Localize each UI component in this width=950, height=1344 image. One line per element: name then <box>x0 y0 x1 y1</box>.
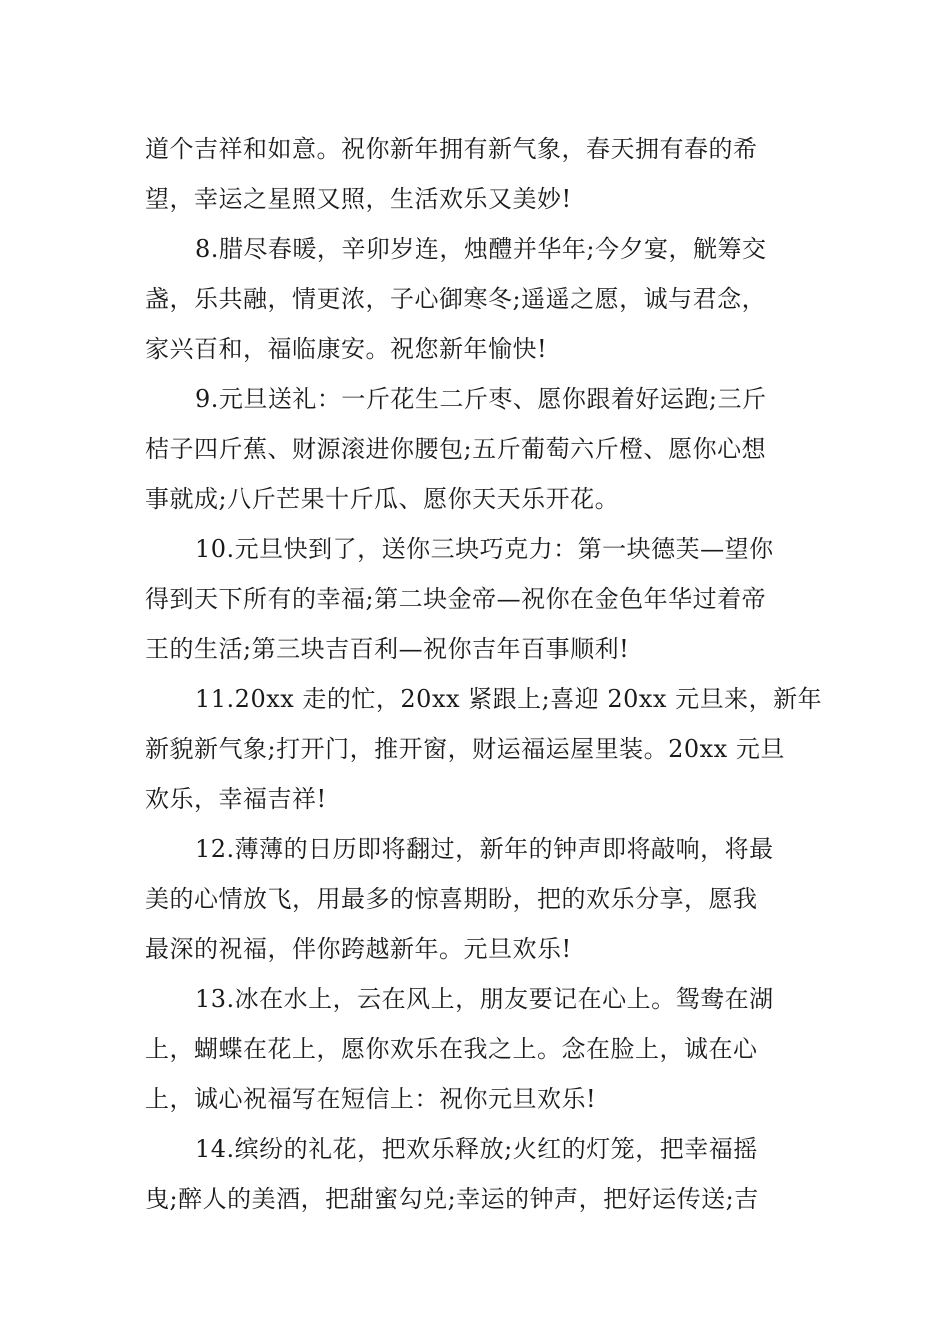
text-line: 最深的祝福，伴你跨越新年。元旦欢乐! <box>145 935 572 963</box>
paragraph <box>145 374 810 524</box>
paragraph <box>145 1124 810 1224</box>
text-line: 新貌新气象;打开门，推开窗，财运福运屋里装。20xx 元旦 <box>145 735 785 763</box>
paragraph <box>145 224 810 374</box>
text-line: 事就成;八斤芒果十斤瓜、愿你天天乐开花。 <box>145 485 620 513</box>
text-line: 得到天下所有的幸福;第二块金帝—祝你在金色年华过着帝 <box>145 585 767 613</box>
text-line: 王的生活;第三块吉百利—祝你吉年百事顺利! <box>145 635 630 663</box>
text-line: 14.缤纷的礼花，把欢乐释放;火红的灯笼，把幸福摇 <box>195 1135 758 1163</box>
text-line: 桔子四斤蕉、财源滚进你腰包;五斤葡萄六斤橙、愿你心想 <box>145 435 767 463</box>
paragraph <box>145 524 810 674</box>
text-line: 道个吉祥和如意。祝你新年拥有新气象，春天拥有春的希 <box>145 135 758 163</box>
text-line: 家兴百和，福临康安。祝您新年愉快! <box>145 335 548 363</box>
paragraph <box>145 674 823 824</box>
paragraph <box>145 824 810 974</box>
paragraph <box>145 974 810 1124</box>
paragraph <box>145 124 810 224</box>
text-line: 美的心情放飞，用最多的惊喜期盼，把的欢乐分享，愿我 <box>145 885 758 913</box>
text-line: 11.20xx 走的忙，20xx 紧跟上;喜迎 20xx 元旦来，新年 <box>195 685 823 713</box>
text-line: 上，诚心祝福写在短信上：祝你元旦欢乐! <box>145 1085 597 1113</box>
text-line: 12.薄薄的日历即将翻过，新年的钟声即将敲响，将最 <box>195 835 774 863</box>
text-line: 上，蝴蝶在花上，愿你欢乐在我之上。念在脸上，诚在心 <box>145 1035 758 1063</box>
text-line: 欢乐，幸福吉祥! <box>145 785 327 813</box>
text-line: 13.冰在水上，云在风上，朋友要记在心上。鸳鸯在湖 <box>195 985 774 1013</box>
text-line: 8.腊尽春暖，辛卯岁连，烛醴并华年;今夕宴，觥筹交 <box>195 235 767 263</box>
text-line: 望，幸运之星照又照，生活欢乐又美妙! <box>145 185 572 213</box>
text-line: 9.元旦送礼：一斤花生二斤枣、愿你跟着好运跑;三斤 <box>195 385 767 413</box>
document-body <box>145 124 823 1224</box>
text-line: 10.元旦快到了，送你三块巧克力：第一块德芙—望你 <box>195 535 774 563</box>
text-line: 盏，乐共融，情更浓，子心御寒冬;遥遥之愿，诚与君念， <box>145 285 767 313</box>
text-line: 曳;醉人的美酒，把甜蜜勾兑;幸运的钟声，把好运传送;吉 <box>145 1185 759 1213</box>
